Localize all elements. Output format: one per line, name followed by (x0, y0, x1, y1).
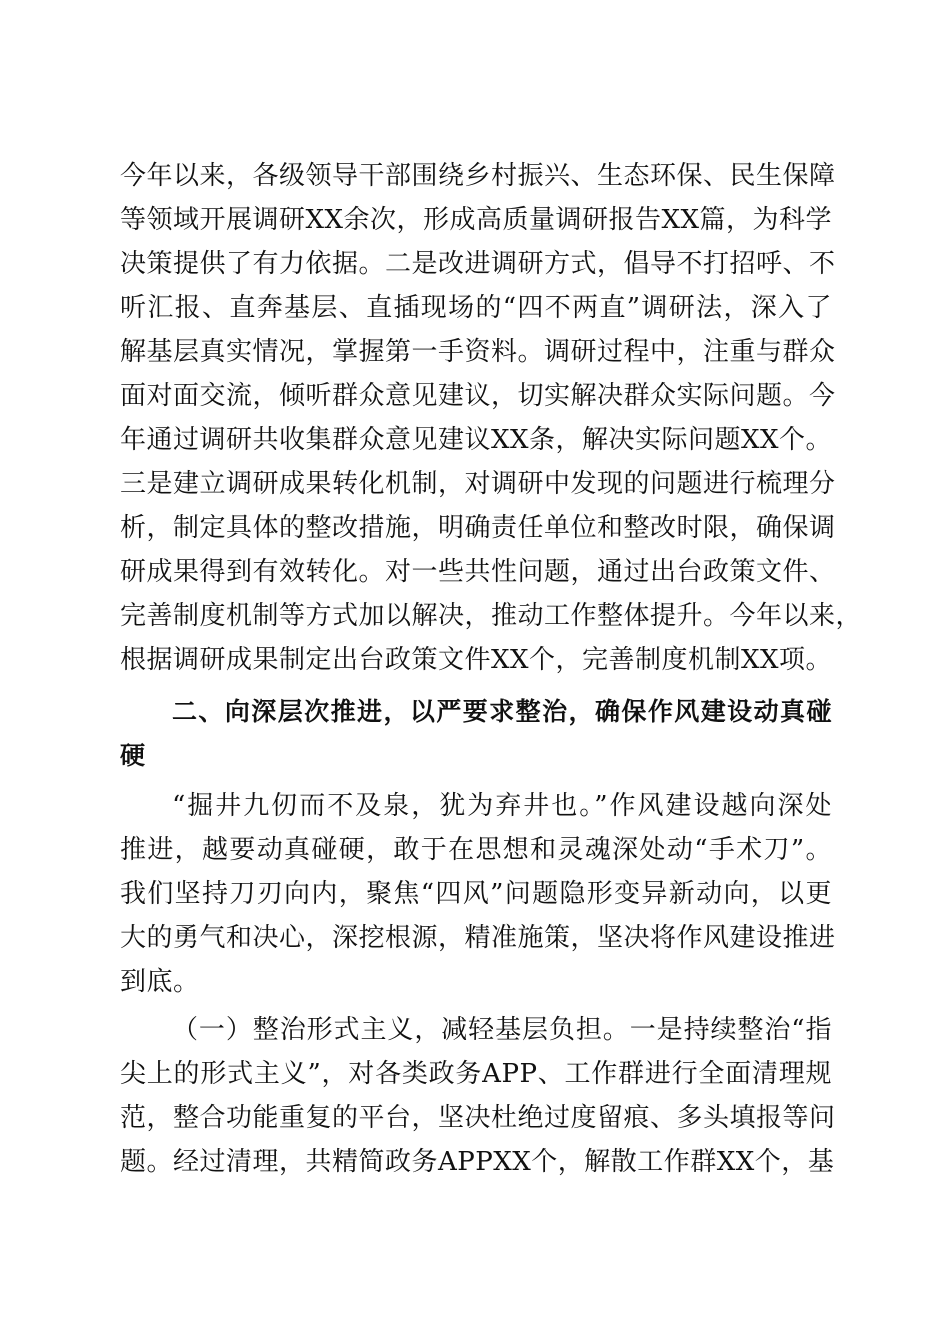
text-line: 尖上的形式主义”，对各类政务APP、工作群进行全面清理规 (120, 1059, 832, 1089)
section-heading: 二、向深层次推进，以严要求整治，确保作风建设动真碰 (172, 697, 832, 726)
text-line: 范，整合功能重复的平台，坚决杜绝过度留痕、多头填报等问 (120, 1103, 836, 1133)
text-line: 完善制度机制等方式加以解决，推动工作整体提升。今年以来， (120, 601, 863, 631)
text-line: 析，制定具体的整改措施，明确责任单位和整改时限，确保调 (120, 513, 836, 543)
text-line: 三是建立调研成果转化机制，对调研中发现的问题进行梳理分 (120, 469, 836, 499)
text-line: 到底。 (120, 967, 200, 997)
text-line: 今年以来，各级领导干部围绕乡村振兴、生态环保、民生保障 (120, 161, 836, 191)
text-line: 等领域开展调研XX余次，形成高质量调研报告XX篇，为科学 (120, 205, 833, 235)
text-line: 题。经过清理，共精简政务APPXX个，解散工作群XX个，基 (120, 1147, 835, 1177)
text-line: 听汇报、直奔基层、直插现场的“四不两直”调研法，深入了 (120, 293, 832, 323)
text-line: 决策提供了有力依据。二是改进调研方式，倡导不打招呼、不 (120, 249, 836, 279)
text-line: 面对面交流，倾听群众意见建议，切实解决群众实际问题。今 (120, 381, 836, 411)
text-line: 根据调研成果制定出台政策文件XX个，完善制度机制XX项。 (120, 645, 833, 675)
text-line: 年通过调研共收集群众意见建议XX条，解决实际问题XX个。 (120, 425, 833, 455)
quote-line: “掘井九仞而不及泉，犹为弃井也。”作风建设越向深处 (172, 791, 832, 821)
subsection-line: （一）整治形式主义，减轻基层负担。一是持续整治“指 (172, 1015, 832, 1045)
text-line: 我们坚持刀刃向内，聚焦“四风”问题隐形变异新动向，以更 (120, 879, 832, 909)
text-line: 推进，越要动真碰硬，敢于在思想和灵魂深处动“手术刀”。 (120, 835, 832, 865)
text-line: 解基层真实情况，掌握第一手资料。调研过程中，注重与群众 (120, 337, 836, 367)
text-line: 大的勇气和决心，深挖根源，精准施策，坚决将作风建设推进 (120, 923, 836, 953)
text-line: 研成果得到有效转化。对一些共性问题，通过出台政策文件、 (120, 557, 836, 587)
section-heading-continuation: 硬 (120, 741, 146, 770)
